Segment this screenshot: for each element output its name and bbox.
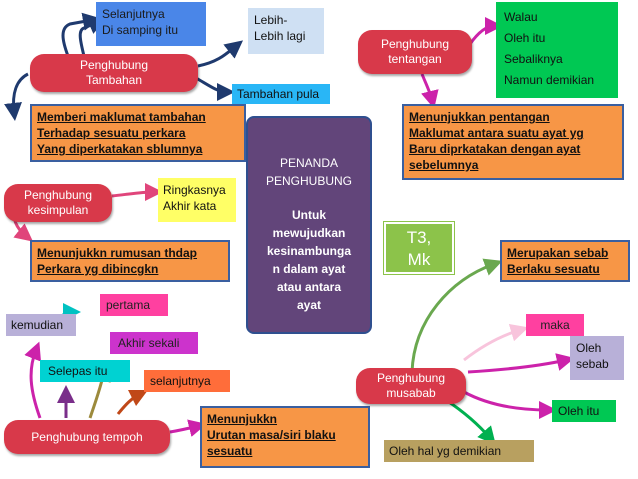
word-akhir-kata: Akhir kata xyxy=(163,199,217,213)
center-body-line-6: ayat xyxy=(296,298,322,312)
musabab-label-line-1: Penghubung xyxy=(376,371,446,385)
word-tambahan-pula: Tambahan pula xyxy=(237,87,320,101)
word-oleh-itu: Oleh itu xyxy=(504,31,546,45)
word-kemudian-text: kemudian xyxy=(11,318,64,332)
kesimpulan-desc-line-1: Menunjukkn rumusan thdap xyxy=(37,246,198,260)
badge-line-1: T3, xyxy=(406,228,432,247)
word-lebih: Lebih- xyxy=(254,13,288,27)
word-selepas-itu-text: Selepas itu xyxy=(48,364,108,378)
kesimpulan-description xyxy=(30,240,230,282)
kesimpulan-label-line-1: Penghubung xyxy=(23,188,93,202)
tambahan-desc-line-1: Memberi maklumat tambahan xyxy=(37,110,206,124)
tempoh-label-text: Penghubung tempoh xyxy=(31,429,143,444)
word-oleh-itu-musabab-text: Oleh itu xyxy=(558,404,600,418)
tentangan-desc-line-1: Menunjukkan pentangan xyxy=(409,110,550,124)
center-body-line-5: atau antara xyxy=(276,280,342,294)
musabab-desc-line-2: Berlaku sesuatu xyxy=(507,262,600,276)
tambahan-label-line-1: Penghubung xyxy=(79,58,149,72)
word-kemudian xyxy=(6,314,76,336)
tempoh-desc-line-1: Menunjukkn xyxy=(207,412,278,426)
tentangan-word-box xyxy=(496,2,618,98)
center-body-line-4: n dalam ayat xyxy=(272,262,346,276)
center-body-line-2: mewujudkan xyxy=(272,226,346,240)
musabab-description xyxy=(500,240,630,282)
word-oleh-sebab xyxy=(570,336,624,380)
word-pertama xyxy=(100,294,168,316)
word-oleh: Oleh xyxy=(576,341,602,355)
word-namun-demikian: Namun demikian xyxy=(504,73,595,87)
tambahan-word-box-1 xyxy=(96,2,206,46)
tentangan-desc-line-4: sebelumnya xyxy=(409,158,479,172)
tambahan-label-line-2: Tambahan xyxy=(85,73,143,87)
word-maka-text: maka xyxy=(540,318,570,332)
tempoh-desc-line-3: sesuatu xyxy=(207,444,253,458)
word-walau: Walau xyxy=(504,10,538,24)
tentangan-label-line-1: Penghubung xyxy=(380,37,450,51)
word-sebaliknya: Sebaliknya xyxy=(504,52,563,66)
center-title-line-2: PENGHUBUNG xyxy=(265,174,352,188)
tempoh-label xyxy=(4,420,170,454)
tambahan-desc-line-3: Yang diperkatakan sblumnya xyxy=(37,142,203,156)
word-selanjutnya: Selanjutnya xyxy=(102,7,165,21)
tambahan-label xyxy=(30,54,198,92)
kesimpulan-label xyxy=(4,184,112,222)
word-oleh-hal xyxy=(384,440,534,462)
center-body-line-1: Untuk xyxy=(292,208,326,222)
word-akhir-sekali xyxy=(110,332,198,354)
word-oleh-hal-text: Oleh hal yg demikian xyxy=(389,444,502,458)
center-title-line-1: PENANDA xyxy=(279,156,338,170)
tentangan-desc-line-2: Maklumat antara suatu ayat yg xyxy=(409,126,584,140)
kesimpulan-word-box xyxy=(158,178,236,222)
word-di-samping-itu: Di samping itu xyxy=(102,23,179,37)
tambahan-word-box-2 xyxy=(248,8,324,54)
musabab-label xyxy=(356,368,466,404)
badge-line-2: Mk xyxy=(407,250,431,269)
word-pertama-text: pertama xyxy=(106,298,151,312)
t3-badge xyxy=(384,222,454,274)
musabab-desc-line-1: Merupakan sebab xyxy=(507,246,609,260)
word-akhir-sekali-text: Akhir sekali xyxy=(118,336,180,350)
musabab-label-line-2: musabab xyxy=(386,386,436,400)
tambahan-description xyxy=(30,104,246,162)
center-title-box xyxy=(246,116,372,334)
tentangan-label xyxy=(358,30,472,74)
tambahan-desc-line-2: Terhadap sesuatu perkara xyxy=(37,126,186,140)
word-selanjutnya-tempoh-text: selanjutnya xyxy=(150,374,211,388)
word-oleh-itu-musabab xyxy=(552,400,616,422)
tentangan-label-line-2: tentangan xyxy=(388,52,442,66)
tempoh-desc-line-2: Urutan masa/siri blaku xyxy=(207,428,336,442)
word-selepas-itu xyxy=(40,360,130,382)
word-sebab: sebab xyxy=(576,357,609,371)
word-selanjutnya-tempoh xyxy=(144,370,230,392)
word-maka xyxy=(526,314,584,336)
kesimpulan-label-line-2: kesimpulan xyxy=(27,203,89,217)
tempoh-description xyxy=(200,406,370,468)
word-ringkasnya: Ringkasnya xyxy=(163,183,226,197)
tambahan-word-box-3 xyxy=(232,84,330,104)
center-body-line-3: kesinambunga xyxy=(266,244,352,258)
tentangan-desc-line-3: Baru diprkatakan dengan ayat xyxy=(409,142,581,156)
kesimpulan-desc-line-2: Perkara yg dibincgkn xyxy=(37,262,159,276)
word-lebih-lagi: Lebih lagi xyxy=(254,29,306,43)
tentangan-description xyxy=(402,104,624,180)
